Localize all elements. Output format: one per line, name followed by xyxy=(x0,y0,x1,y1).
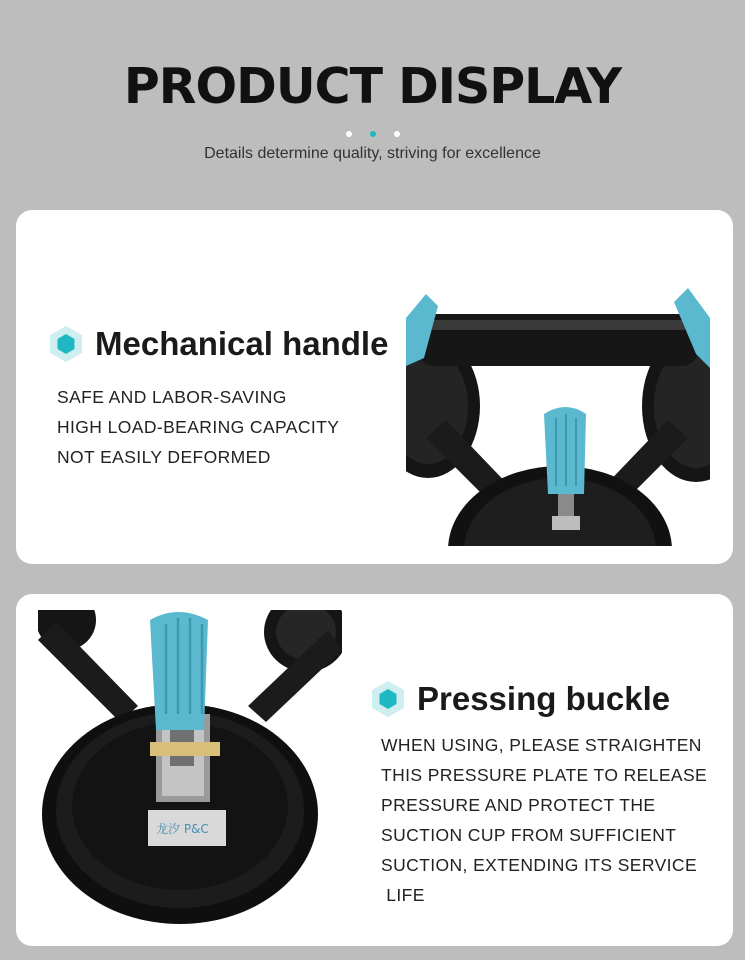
feature-heading xyxy=(47,325,388,363)
feature-points xyxy=(57,382,339,472)
feature-card-pressing-buckle xyxy=(16,594,733,946)
hexagon-icon xyxy=(369,680,407,718)
feature-point: WHEN USING, PLEASE STRAIGHTEN xyxy=(381,735,702,755)
feature-title: Mechanical handle xyxy=(95,325,389,362)
feature-card-mechanical-handle xyxy=(16,210,733,564)
feature-point: SUCTION CUP FROM SUFFICIENT xyxy=(381,825,677,845)
page-title: PRODUCT DISPLAY xyxy=(123,58,622,115)
feature-points xyxy=(381,730,707,910)
feature-heading xyxy=(369,680,670,718)
suction-cup-buckle-closeup-image xyxy=(38,610,342,930)
feature-point: THIS PRESSURE PLATE TO RELEASE xyxy=(381,765,708,785)
product-label-text: 龙汐 P&C xyxy=(156,822,209,836)
feature-point: SAFE AND LABOR-SAVING xyxy=(57,387,287,407)
feature-point: SUCTION, EXTENDING ITS SERVICE xyxy=(381,855,698,875)
feature-point: LIFE xyxy=(381,885,425,905)
feature-point: PRESSURE AND PROTECT THE xyxy=(381,795,656,815)
triple-suction-cup-handle-image xyxy=(406,288,710,546)
page-subtitle: Details determine quality, striving for excellence xyxy=(204,145,541,162)
feature-point: NOT EASILY DEFORMED xyxy=(57,447,271,467)
hexagon-icon xyxy=(47,325,85,363)
carousel-dots xyxy=(0,131,745,137)
carousel-dot[interactable] xyxy=(346,131,352,137)
feature-point: HIGH LOAD-BEARING CAPACITY xyxy=(57,417,340,437)
carousel-dot[interactable] xyxy=(394,131,400,137)
feature-title: Pressing buckle xyxy=(417,680,671,717)
carousel-dot-active[interactable] xyxy=(370,131,376,137)
